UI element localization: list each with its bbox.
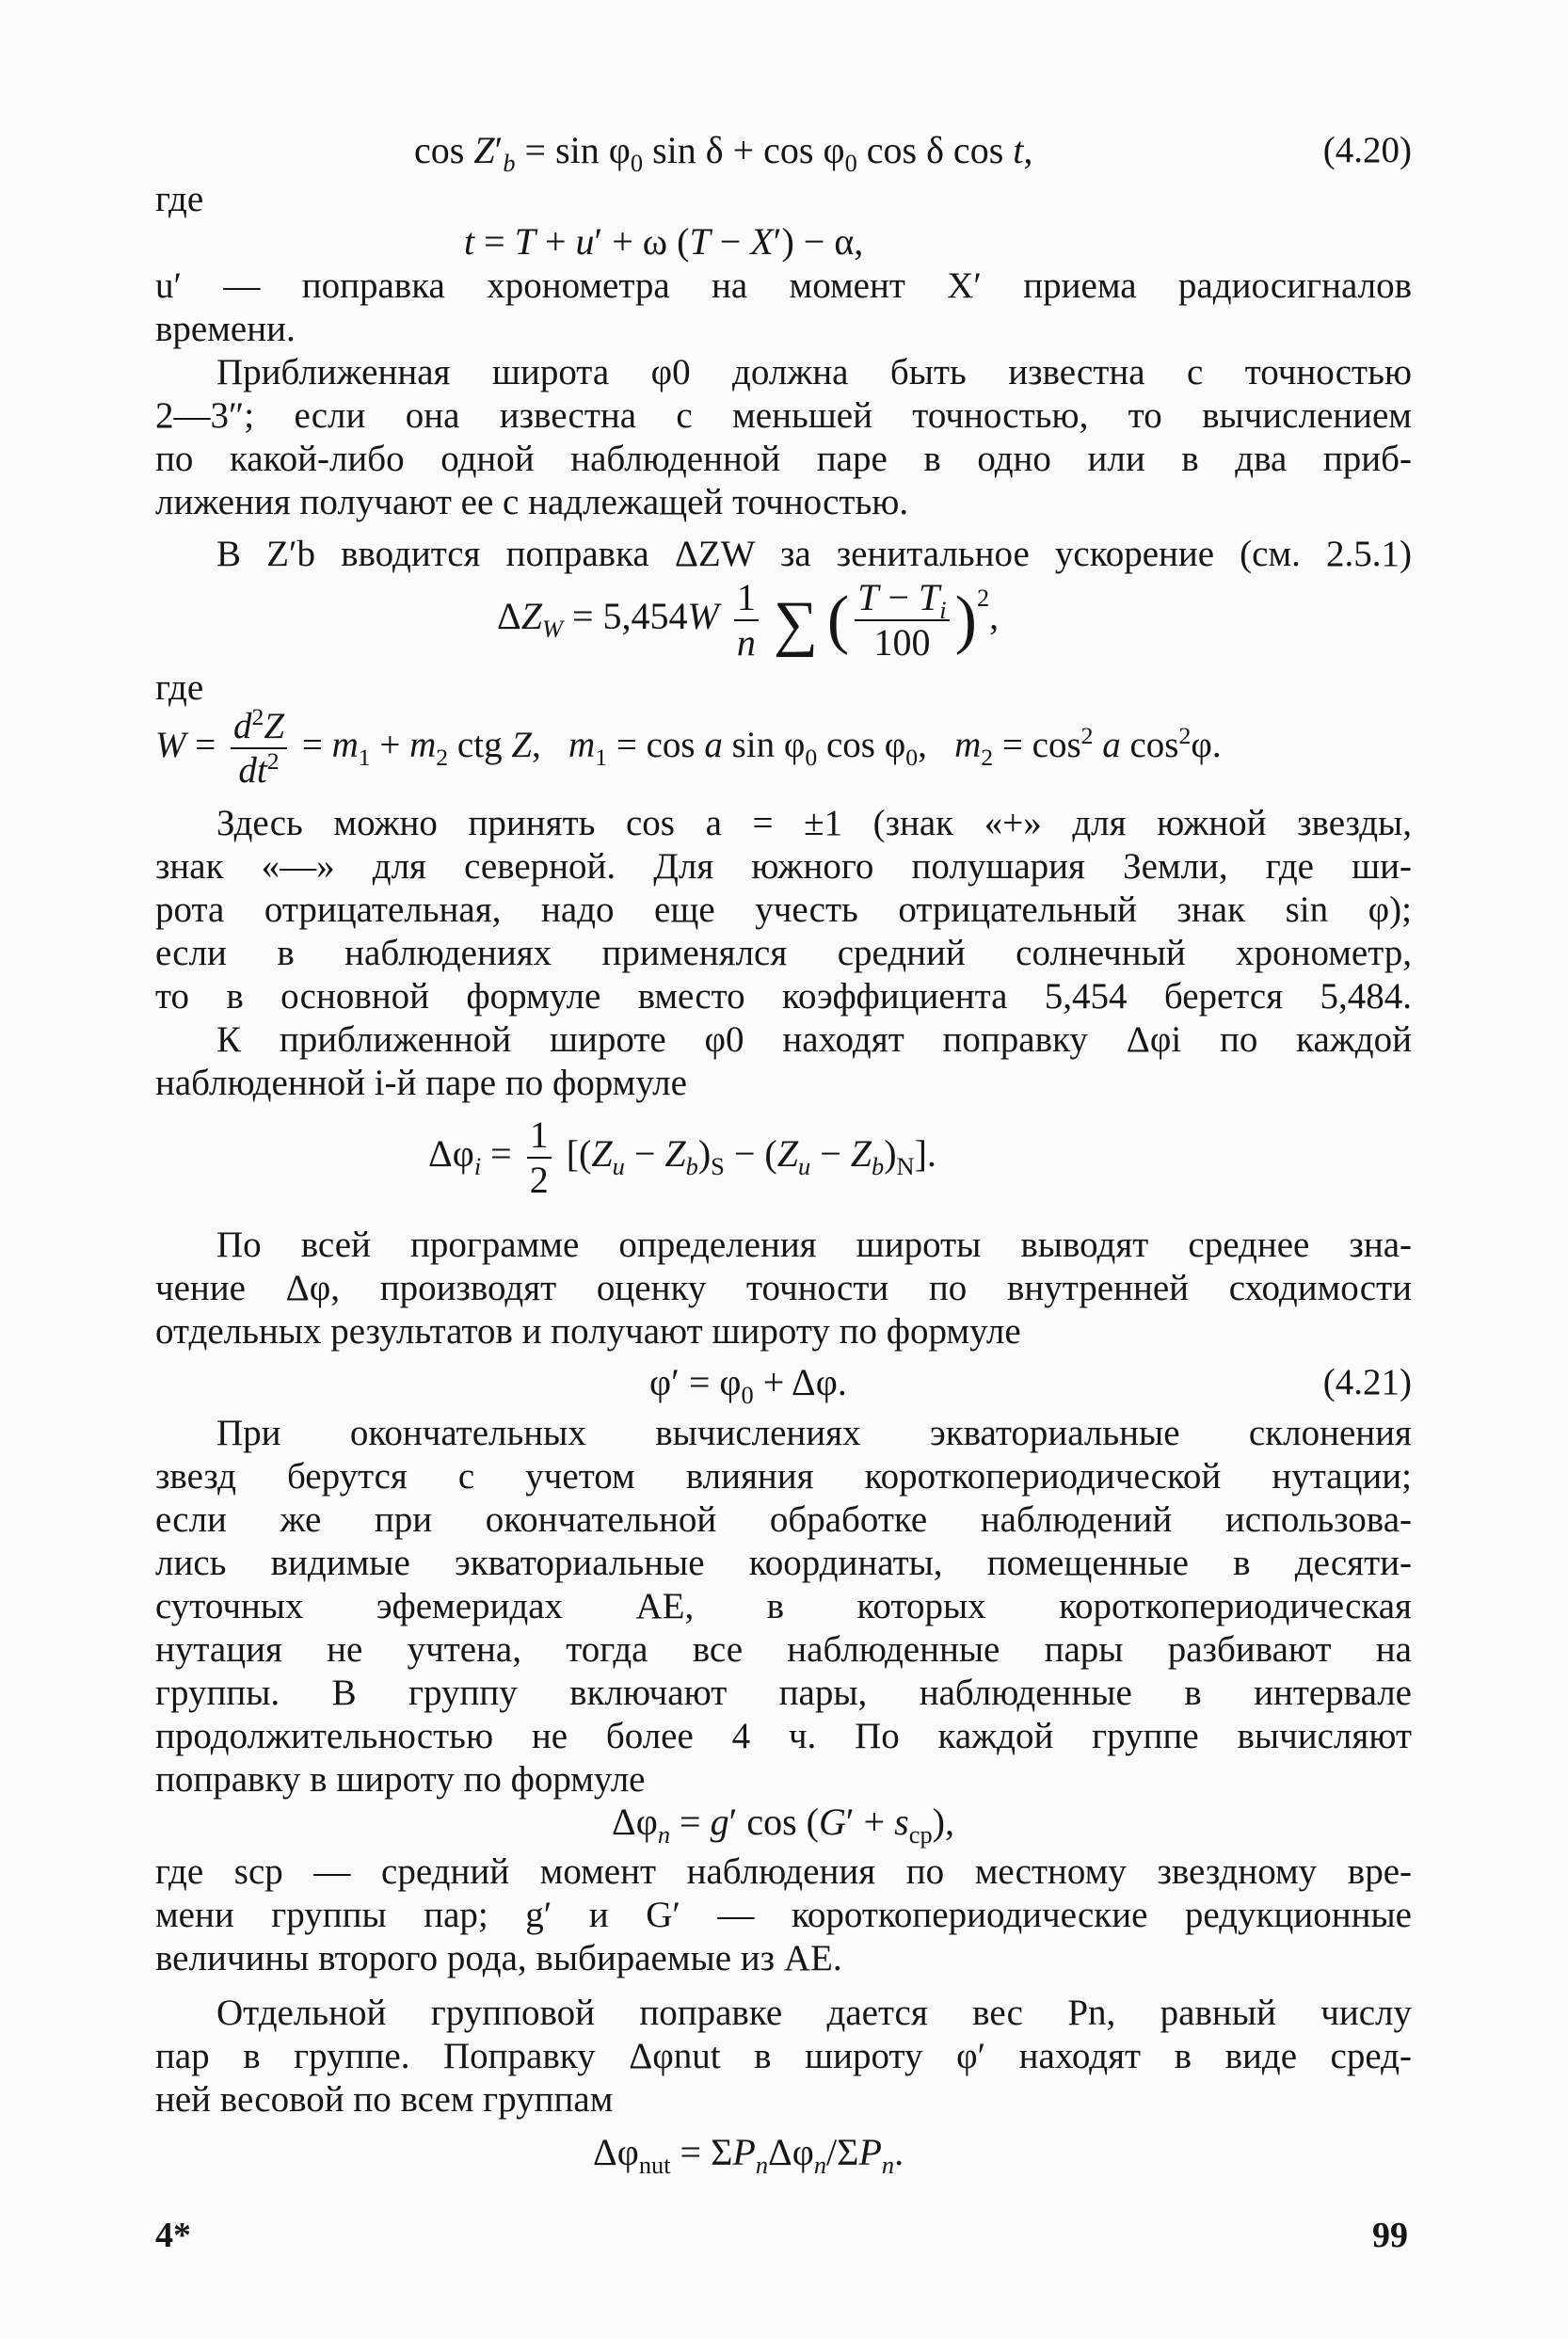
text-line: времени. <box>155 309 296 349</box>
text-line: Отдельной групповой поправке дается вес Pn, равный числу <box>216 1993 1412 2033</box>
text-line: если в наблюдениях применялся средний солнечный хронометр, <box>155 933 1412 973</box>
fraction: $\frac{1}{n}$ <box>734 579 759 662</box>
text-line: продолжительностью не более 4 ч. По каждой группе вычисляют <box>155 1716 1412 1756</box>
text-line: где sср — средний момент наблюдения по местному звездному вре- <box>155 1851 1412 1892</box>
text-line: лись видимые экваториальные координаты, помещенные в десяти- <box>155 1543 1412 1583</box>
text-line: то в основной формуле вместо коэффициента 5,454 берется 5,484. <box>155 976 1412 1017</box>
text-line: ней весовой по всем группам <box>155 2079 614 2120</box>
text-line: В Z′b вводится поправка ΔZW за зенитальное ускорение (см. 2.5.1) <box>216 534 1412 574</box>
text-line: 2—3″; если она известна с меньшей точностью, то вычислением <box>155 395 1412 436</box>
text-line: u′ — поправка хронометра на момент X′ приема радиосигналов <box>155 265 1412 306</box>
text-line: поправку в широту по формуле <box>155 1759 646 1800</box>
equation-4-20 <box>414 129 1033 177</box>
text-line: мени группы пар; g′ и G′ — короткопериодические редукционные <box>155 1895 1412 1935</box>
text-line: знак «—» для северной. Для южного полушария Земли, где ши- <box>155 846 1412 887</box>
where-label: где <box>155 667 204 708</box>
text-line: по какой-либо одной наблюденной паре в одно или в два приб- <box>155 439 1412 479</box>
text-line: рота отрицательная, надо еще учесть отрицательный знак sin φ); <box>155 889 1412 930</box>
text-line: отдельных результатов и получают широту по формуле <box>155 1311 1021 1352</box>
equation-text: $\cos Z'_b = \sin \varphi_0$ $\sin \delta + \cos \varphi_0$ cos δ cos t, <box>414 129 1033 177</box>
text-line: Здесь можно принять cos a = ±1 (знак «+» для южной звезды, <box>216 803 1412 843</box>
equation-number-4-20: (4.20) <box>1322 130 1412 170</box>
signature-mark: 4* <box>155 2216 191 2255</box>
equation-4-21: $\varphi' = \varphi_0 + \Delta\varphi$. <box>649 1361 847 1409</box>
text-line: нутация не учтена, тогда все наблюденные пары разбивают на <box>155 1629 1412 1670</box>
sum-sign: ∑ <box>773 589 818 658</box>
text-line: наблюденной i-й паре по формуле <box>155 1063 687 1103</box>
equation-t: t = T + u′ + ω (T − X′) − α, <box>464 220 864 263</box>
text-line: если же при окончательной обработке наблюдений использова- <box>155 1499 1412 1540</box>
text-line: группы. В группу включают пары, наблюденные в интервале <box>155 1673 1412 1713</box>
text-line: величины второго рода, выбираемые из АЕ. <box>155 1938 842 1978</box>
page-number: 99 <box>1372 2216 1408 2255</box>
equation-delta-phi-i: $\Delta\varphi_i$ = $\frac{1}{2}$ $[(Z_u - Z_b)_S - (Z_u - Z_b)_N]$. <box>428 1113 936 1201</box>
equation-delta-phi-n: $\Delta\varphi_n = g'$ $\cos (G' + s_{ср})$, <box>612 1801 954 1849</box>
text-line: По всей программе определения широты выводят среднее зна- <box>216 1225 1412 1265</box>
equation-number-4-21: (4.21) <box>1322 1362 1412 1402</box>
text-line: лижения получают ее с надлежащей точностью. <box>155 482 909 522</box>
text-line: суточных эфемеридах АЕ, в которых короткопериодическая <box>155 1586 1412 1626</box>
text-line: звезд берутся с учетом влияния короткопериодической нутации; <box>155 1456 1412 1497</box>
equation-zenith-acceleration: $\Delta Z_W = 5,454W$ $\frac{1}{n}$ ∑ ( $\frac{T - T_i}{100}$ )$^2$, <box>497 576 1000 664</box>
text-line: пар в группе. Поправку Δφnut в широту φ′ находят в виде сред- <box>155 2036 1412 2076</box>
equation-w: W = $\frac{d^2Z}{dt^2}$ = $m_1 + m_2$ ctg Z, $m_1 = \cos a$ $\sin \varphi_0$ $\cos \varphi_0$, $m_2 = \cos^2 a$ $\cos^2\varphi$. <box>155 703 1222 791</box>
text-line: К приближенной широте φ0 находят поправку Δφi по каждой <box>216 1019 1412 1060</box>
text-line: чение Δφ, производят оценку точности по внутренней сходимости <box>155 1268 1412 1308</box>
text-line: Приближенная широта φ0 должна быть известна с точностью <box>216 352 1412 392</box>
equation-delta-phi-nut: $\Delta\varphi_{nut} = \Sigma P_n\Delta\varphi_n/\Sigma P_n$. <box>593 2131 904 2179</box>
text-line: При окончательных вычислениях экваториальные склонения <box>216 1413 1412 1453</box>
where-label: где <box>155 179 204 219</box>
